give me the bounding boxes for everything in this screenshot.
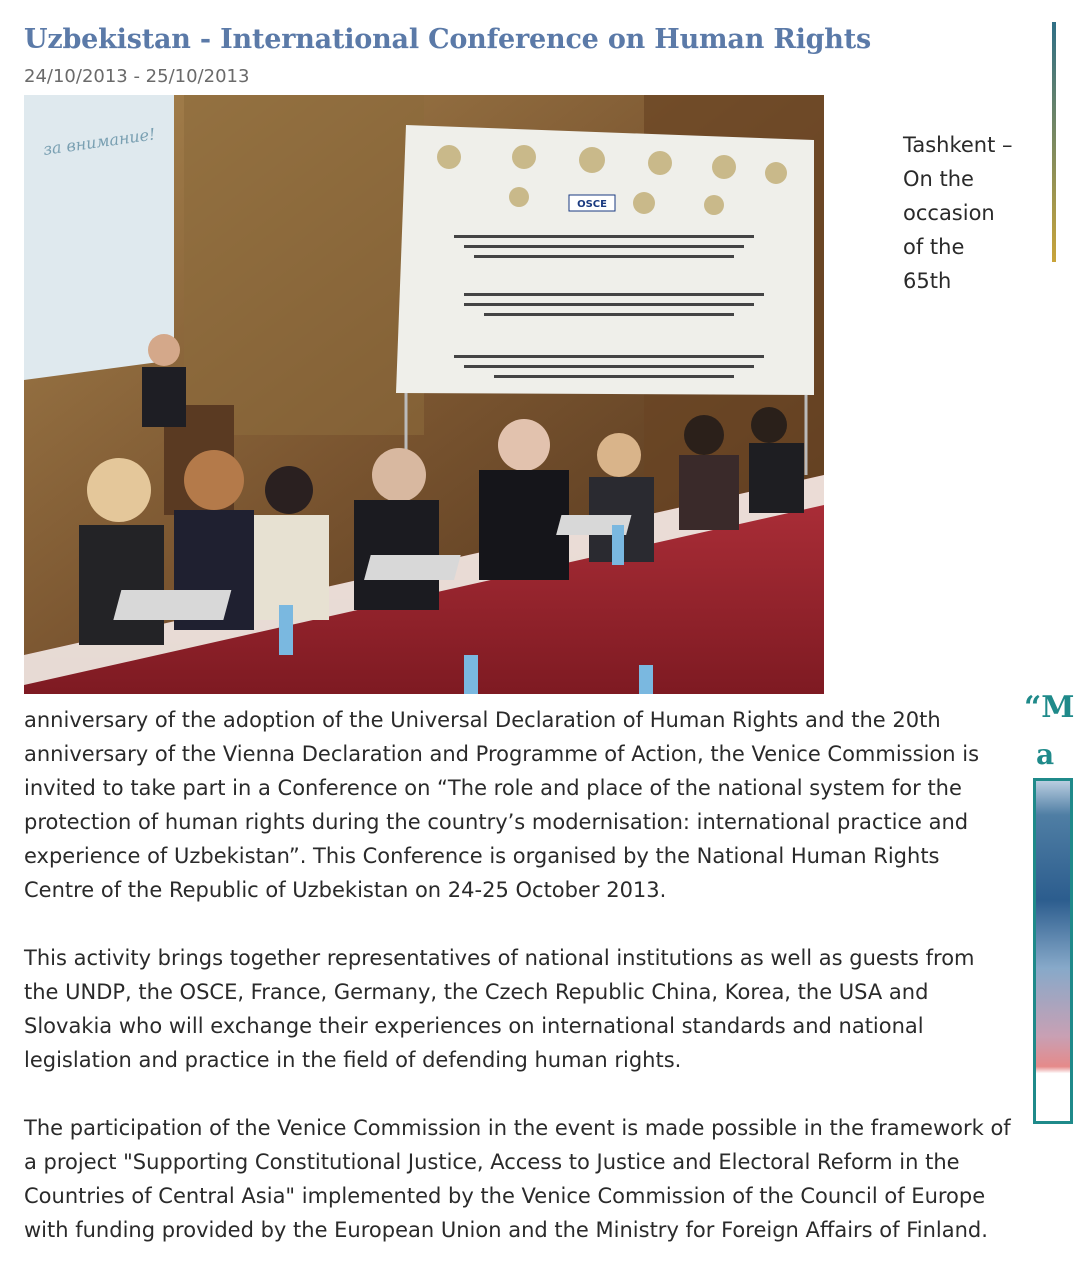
article-body bbox=[24, 703, 1014, 1281]
article-paragraph-3: The participation of the Venice Commission in the event is made possible in the framework of a project "Supporting Constitutional Justice, Access to Justice and Electoral Reform in the Countries of Central Asia" implemented by the Venice Commission of the Council of Europe with funding provided by the European Union and the Ministry for Foreign Affairs of Finland. bbox=[24, 1116, 1011, 1242]
sidebar-quote-heading: “M bbox=[1024, 690, 1074, 725]
sidebar-image-box[interactable] bbox=[1033, 778, 1073, 1124]
article-lead-text: Tashkent – On the occasion of the 65th bbox=[903, 133, 1013, 293]
sidebar-banner-edge[interactable] bbox=[1052, 22, 1056, 262]
article-paragraph-1: anniversary of the adoption of the Universal Declaration of Human Rights and the 20th anniversary of the Vienna Declaration and Programme of Action, the Venice Commission is invited to take part in a Conference on “The role and place of the national system for the protection of human rights during the country’s modernisation: international practice and experience of Uzbekistan”. This Conference is organised by the National Human Rights Centre of the Republic of Uzbekistan on 24-25 October 2013. bbox=[24, 708, 980, 902]
slide-text: за внимание! bbox=[41, 124, 157, 159]
page-title: Uzbekistan - International Conference on Human Rights bbox=[24, 24, 872, 55]
event-dates: 24/10/2013 - 25/10/2013 bbox=[24, 66, 250, 87]
sidebar-quote-line: a bbox=[1036, 738, 1055, 771]
conference-photo bbox=[24, 95, 824, 694]
banner-logo-text: OSCE bbox=[577, 199, 607, 210]
article-paragraph-2: This activity brings together representatives of national institutions as well as guests from the UNDP, the OSCE, France, Germany, the Czech Republic China, Korea, the USA and Slovakia who will exchange their experiences on international standards and national legislation and practice in the field of defending human rights. bbox=[24, 946, 975, 1072]
